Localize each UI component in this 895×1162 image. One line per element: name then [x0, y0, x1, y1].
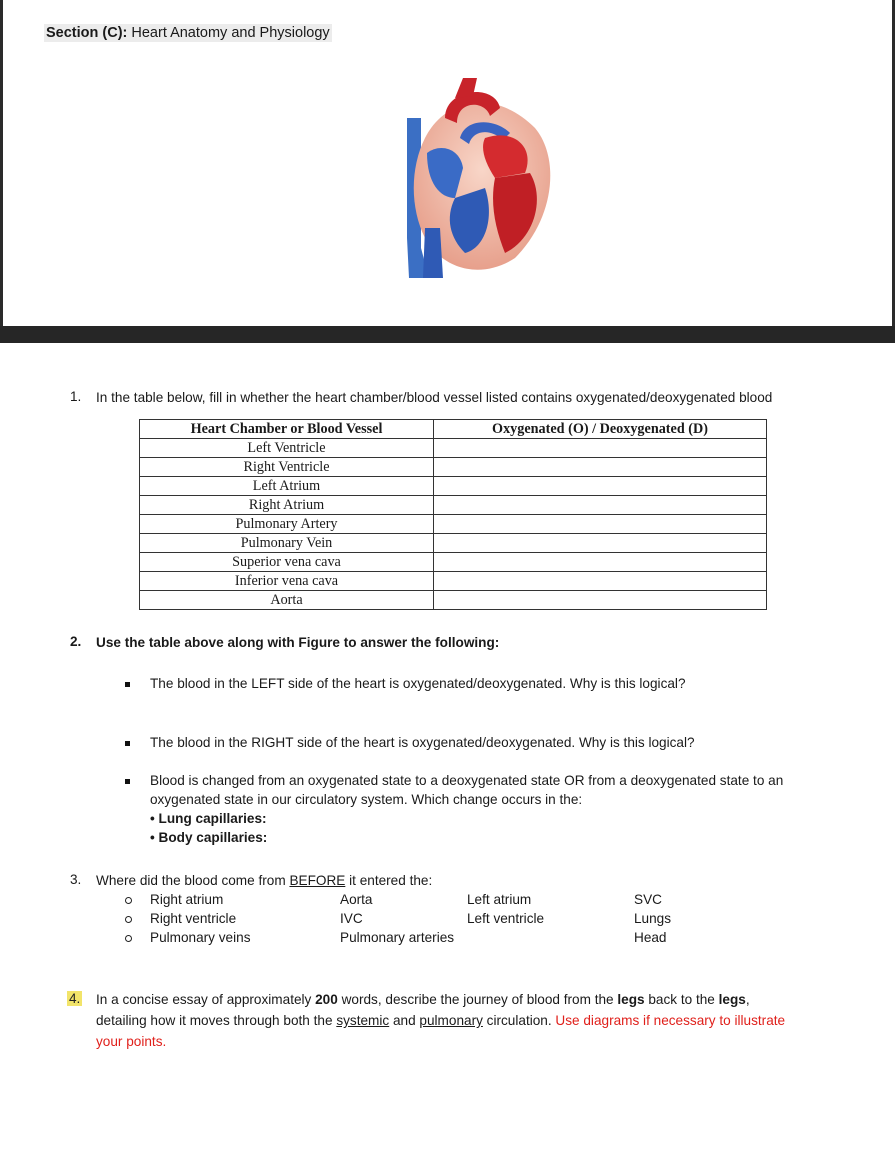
circle-bullet-icon: [125, 916, 132, 923]
table-cell-answer[interactable]: [434, 439, 767, 458]
q4-line2: detailing how it moves through both the systemic and pulmonary circulation. Use diagrams if necessary to illustrate: [96, 1013, 786, 1028]
table-cell-answer[interactable]: [434, 496, 767, 515]
table-row: [140, 553, 767, 572]
oxygenation-table: [139, 419, 767, 610]
bullet-square-icon: [125, 682, 130, 687]
table-header-row: [140, 420, 767, 439]
table-row: [140, 458, 767, 477]
circle-bullet-icon: [125, 897, 132, 904]
q3-choice: Left atrium: [467, 892, 532, 907]
table-row: [140, 572, 767, 591]
table-cell-answer[interactable]: [434, 553, 767, 572]
bullet-square-icon: [125, 741, 130, 746]
section-divider-bar: [0, 326, 895, 343]
q3-choice: Pulmonary veins: [150, 930, 251, 945]
q1-text: In the table below, fill in whether the heart chamber/blood vessel listed contains oxygenated/deoxygenated blood: [96, 390, 773, 405]
table-row: [140, 496, 767, 515]
table-cell-vessel: Right Ventricle: [140, 458, 434, 477]
table-cell-vessel: Aorta: [140, 591, 434, 610]
q2-bullet-right: The blood in the RIGHT side of the heart is oxygenated/deoxygenated. Why is this logical?: [150, 735, 695, 750]
bullet-square-icon: [125, 779, 130, 784]
q3-choice: Right atrium: [150, 892, 224, 907]
q2-text: Use the table above along with Figure to answer the following:: [96, 635, 500, 650]
q4-line3: your points.: [96, 1034, 167, 1049]
q4-number: 4.: [69, 991, 81, 1006]
table-cell-answer[interactable]: [434, 477, 767, 496]
q2-bullet-change-line1: Blood is changed from an oxygenated state to a deoxygenated state OR from a deoxygenated state to an: [150, 773, 784, 788]
page-border-left: [0, 0, 3, 330]
q3-number: 3.: [70, 872, 82, 887]
q3-choice: Right ventricle: [150, 911, 237, 926]
q3-choice: Head: [634, 930, 667, 945]
heart-diagram-figure: [385, 78, 565, 278]
q2-body-capillaries: • Body capillaries:: [150, 830, 268, 845]
table-row: [140, 591, 767, 610]
section-title-text: Heart Anatomy and Physiology: [127, 25, 330, 41]
q3-choice: Left ventricle: [467, 911, 545, 926]
table-cell-vessel: Pulmonary Vein: [140, 534, 434, 553]
q1-number: 1.: [70, 389, 82, 404]
q3-choice: SVC: [634, 892, 662, 907]
q2-bullet-left: The blood in the LEFT side of the heart is oxygenated/deoxygenated. Why is this logical?: [150, 676, 686, 691]
table-cell-answer[interactable]: [434, 515, 767, 534]
table-cell-vessel: Left Atrium: [140, 477, 434, 496]
inferior-vena-cava-shape: [423, 228, 443, 278]
table-header-vessel: Heart Chamber or Blood Vessel: [140, 420, 434, 439]
circle-bullet-icon: [125, 935, 132, 942]
q3-choice: Lungs: [634, 911, 672, 926]
table-row: [140, 534, 767, 553]
table-row: [140, 439, 767, 458]
table-cell-answer[interactable]: [434, 591, 767, 610]
q3-before-underlined: BEFORE: [289, 873, 346, 888]
q3-text: Where did the blood come from BEFORE it entered the:: [96, 873, 433, 888]
table-row: [140, 515, 767, 534]
table-cell-answer[interactable]: [434, 458, 767, 477]
section-title: [44, 24, 332, 42]
q2-lung-capillaries: • Lung capillaries:: [150, 811, 267, 826]
table-header-oxygenation: Oxygenated (O) / Deoxygenated (D): [434, 420, 767, 439]
table-cell-answer[interactable]: [434, 534, 767, 553]
table-cell-vessel: Pulmonary Artery: [140, 515, 434, 534]
q3-choice: Pulmonary arteries: [340, 930, 455, 945]
q2-number: 2.: [70, 634, 82, 649]
table-row: [140, 477, 767, 496]
q3-choice: Aorta: [340, 892, 373, 907]
table-cell-answer[interactable]: [434, 572, 767, 591]
table-cell-vessel: Superior vena cava: [140, 553, 434, 572]
section-label: Section (C):: [46, 25, 128, 41]
table-cell-vessel: Inferior vena cava: [140, 572, 434, 591]
q2-bullet-change-line2: oxygenated state in our circulatory system. Which change occurs in the:: [150, 792, 583, 807]
q4-line1: In a concise essay of approximately 200 words, describe the journey of blood from the legs back to the legs,: [96, 992, 750, 1007]
table-cell-vessel: Left Ventricle: [140, 439, 434, 458]
table-cell-vessel: Right Atrium: [140, 496, 434, 515]
q3-choice: IVC: [340, 911, 363, 926]
